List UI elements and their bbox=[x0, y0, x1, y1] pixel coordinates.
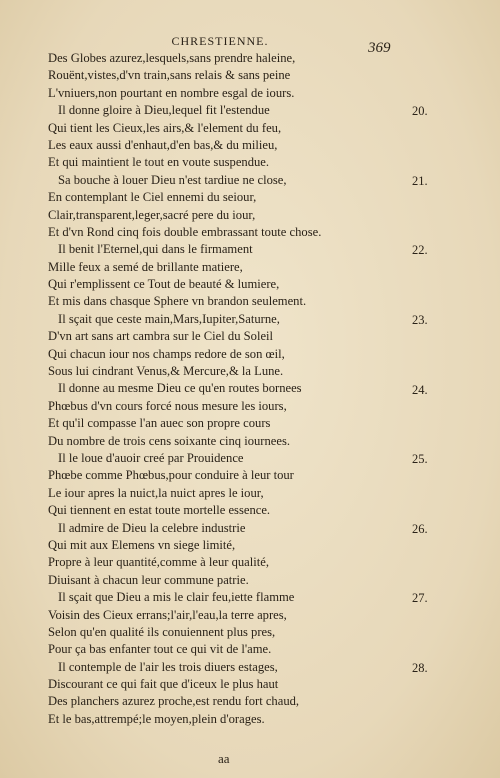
running-header: CHRESTIENNE. bbox=[171, 34, 269, 48]
stanza-number: 26. bbox=[412, 521, 428, 536]
stanza-number: 21. bbox=[412, 173, 428, 188]
poem-line: Et qu'il compasse l'an auec son propre cours bbox=[48, 416, 271, 431]
poem-line: Des planchers azurez proche,est rendu fort chaud, bbox=[48, 694, 300, 709]
poem-line: Le iour apres la nuict,la nuict apres le iour, bbox=[48, 485, 264, 500]
poem-line: Et mis dans chasque Sphere vn brandon seulement. bbox=[48, 294, 307, 309]
stanza-number: 27. bbox=[412, 591, 428, 606]
poem-line: En contemplant le Ciel ennemi du seiour, bbox=[48, 190, 257, 205]
poem-line: Pour ça bas enfanter tout ce qui vit de l'ame. bbox=[48, 642, 272, 657]
stanza-number: 24. bbox=[412, 382, 428, 397]
page-number: 369 bbox=[368, 40, 391, 56]
poem-line: Il benit l'Eternel,qui dans le firmament bbox=[58, 242, 253, 257]
poem-line: Les eaux aussi d'enhaut,d'en bas,& du milieu, bbox=[48, 137, 278, 152]
poem-line: Et le bas,attrempé;le moyen,plein d'orages. bbox=[48, 711, 265, 726]
poem-line: Qui tient les Cieux,les airs,& l'element du feu, bbox=[48, 120, 282, 135]
stanza-number: 23. bbox=[412, 313, 428, 327]
poem-line: Selon qu'en qualité ils conuiennent plus pres, bbox=[48, 624, 276, 639]
poem-line: Et d'vn Rond cinq fois double embrassant toute chose. bbox=[48, 224, 322, 239]
poem-text-block bbox=[48, 50, 420, 728]
poem-line: Des Globes azurez,lesquels,sans prendre haleine, bbox=[48, 51, 296, 65]
poem-line: Rouënt,vistes,d'vn train,sans relais & sans peine bbox=[48, 68, 291, 83]
poem-line: Il sçait que ceste main,Mars,Iupiter,Saturne, bbox=[58, 311, 280, 326]
poem-line: Il contemple de l'air les trois diuers estages, bbox=[58, 659, 278, 674]
poem-line: Discourant ce qui fait que d'iceux le plus haut bbox=[48, 677, 279, 692]
poem-line: Mille feux a semé de brillante matiere, bbox=[48, 259, 243, 274]
poem-line: Diuisant à chacun leur commune patrie. bbox=[48, 572, 249, 587]
poem-line: Propre à leur quantité,comme à leur qualité, bbox=[48, 555, 270, 570]
poem-line: Sa bouche à louer Dieu n'est tardiue ne close, bbox=[58, 172, 287, 187]
poem-line: Qui chacun iour nos champs redore de son œil, bbox=[48, 346, 285, 361]
stanza-number: 25. bbox=[412, 452, 428, 467]
poem-line: Qui tiennent en estat toute mortelle essence. bbox=[48, 503, 271, 518]
poem-line: Sous lui cindrant Venus,& Mercure,& la Lune. bbox=[48, 364, 284, 379]
poem-line: Qui r'emplissent ce Tout de beauté & lumiere, bbox=[48, 277, 280, 292]
stanza-number: 28. bbox=[412, 661, 428, 675]
poem-line: Clair,transparent,leger,sacré pere du iour, bbox=[48, 207, 256, 222]
stanza-number: 22. bbox=[412, 243, 428, 258]
poem-line: Il admire de Dieu la celebre industrie bbox=[58, 520, 246, 535]
poem-line: Et qui maintient le tout en voute suspendue. bbox=[48, 155, 270, 170]
poem-line: D'vn art sans art cambra sur le Ciel du Soleil bbox=[48, 329, 274, 344]
poem-line: Phœbus d'vn cours forcé nous mesure les iours, bbox=[48, 398, 287, 413]
poem-line: Il donne gloire à Dieu,lequel fit l'estendue bbox=[58, 103, 270, 118]
poem-line: Voisin des Cieux errans;l'air,l'eau,la terre apres, bbox=[48, 607, 287, 622]
poem-line: L'vniuers,non pourtant en nombre esgal de iours. bbox=[48, 85, 295, 100]
printer-signature-mark: aa bbox=[218, 751, 230, 766]
poem-line: Qui mit aux Elemens vn siege limité, bbox=[48, 537, 236, 552]
poem-line: Du nombre de trois cens soixante cinq iournees. bbox=[48, 433, 291, 448]
stanza-number: 20. bbox=[412, 104, 428, 119]
poem-line: Il donne au mesme Dieu ce qu'en routes bornees bbox=[58, 381, 302, 396]
poem-line: Phœbe comme Phœbus,pour conduire à leur tour bbox=[48, 468, 294, 483]
poem-line: Il sçait que Dieu a mis le clair feu,iette flamme bbox=[58, 590, 295, 605]
poem-line: Il le loue d'auoir creé par Prouidence bbox=[58, 450, 244, 465]
